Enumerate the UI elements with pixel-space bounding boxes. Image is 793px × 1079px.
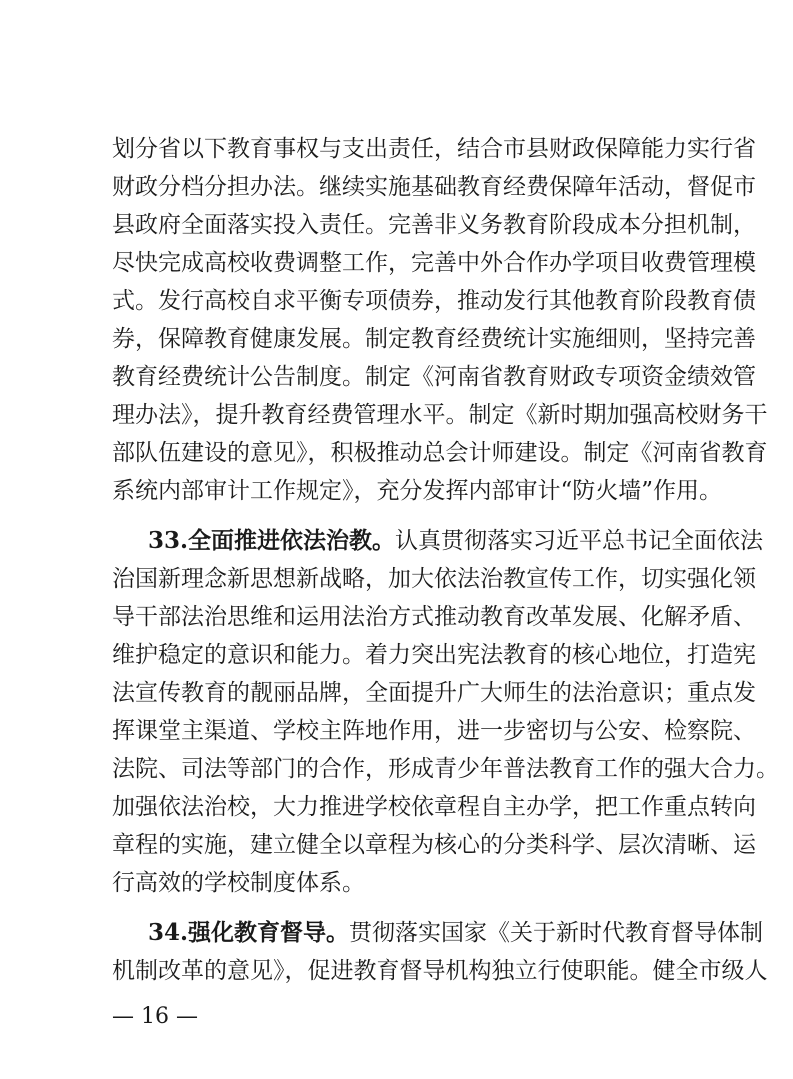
text-line: 法院、司法等部门的合作，形成青少年普法教育工作的强大合力。	[112, 756, 779, 782]
text-line: 教育经费统计公告制度。制定《河南省教育财政专项资金绩效管	[112, 364, 756, 390]
text-line: 部队伍建设的意见》，积极推动总会计师建设。制定《河南省教育	[112, 440, 768, 466]
text-line: 理办法》，提升教育经费管理水平。制定《新时期加强高校财务干	[112, 402, 768, 428]
text-line: 财政分档分担办法。继续实施基础教育经费保障年活动，督促市	[112, 174, 756, 200]
text-line: 县政府全面落实投入责任。完善非义务教育阶段成本分担机制，	[112, 212, 756, 238]
text-line: 券，保障教育健康发展。制定教育经费统计实施细则，坚持完善	[112, 326, 756, 352]
section-34-first-line	[148, 916, 764, 950]
text-line: 挥课堂主渠道、学校主阵地作用，进一步密切与公安、检察院、	[112, 718, 756, 744]
text-line: 行高效的学校制度体系。	[112, 870, 365, 896]
section-33-first-line	[148, 524, 764, 558]
section-33-first-text: 认真贯彻落实习近平总书记全面依法	[395, 528, 764, 554]
section-34-heading: 34.强化教育督导。	[148, 919, 350, 946]
page-number: — 16 —	[112, 1004, 198, 1029]
text-line: 尽快完成高校收费调整工作，完善中外合作办学项目收费管理模	[112, 250, 756, 276]
text-line: 法宣传教育的靓丽品牌，全面提升广大师生的法治意识；重点发	[112, 680, 756, 706]
text-line: 治国新理念新思想新战略，加大依法治教宣传工作，切实强化领	[112, 566, 756, 592]
text-line: 加强依法治校，大力推进学校依章程自主办学，把工作重点转向	[112, 794, 756, 820]
text-line: 导干部法治思维和运用法治方式推动教育改革发展、化解矛盾、	[112, 604, 756, 630]
text-line: 式。发行高校自求平衡专项债券，推动发行其他教育阶段教育债	[112, 288, 756, 314]
text-line: 划分省以下教育事权与支出责任，结合市县财政保障能力实行省	[112, 136, 756, 162]
text-line: 系统内部审计工作规定》，充分发挥内部审计“防火墙”作用。	[112, 478, 723, 504]
section-34-first-text: 贯彻落实国家《关于新时代教育督导体制	[349, 920, 764, 946]
section-33-heading: 33.全面推进依法治教。	[148, 527, 396, 554]
text-line: 维护稳定的意识和能力。着力突出宪法教育的核心地位，打造宪	[112, 642, 756, 668]
text-line: 章程的实施，建立健全以章程为核心的分类科学、层次清晰、运	[112, 832, 756, 858]
text-line: 机制改革的意见》，促进教育督导机构独立行使职能。健全市级人	[112, 958, 768, 984]
